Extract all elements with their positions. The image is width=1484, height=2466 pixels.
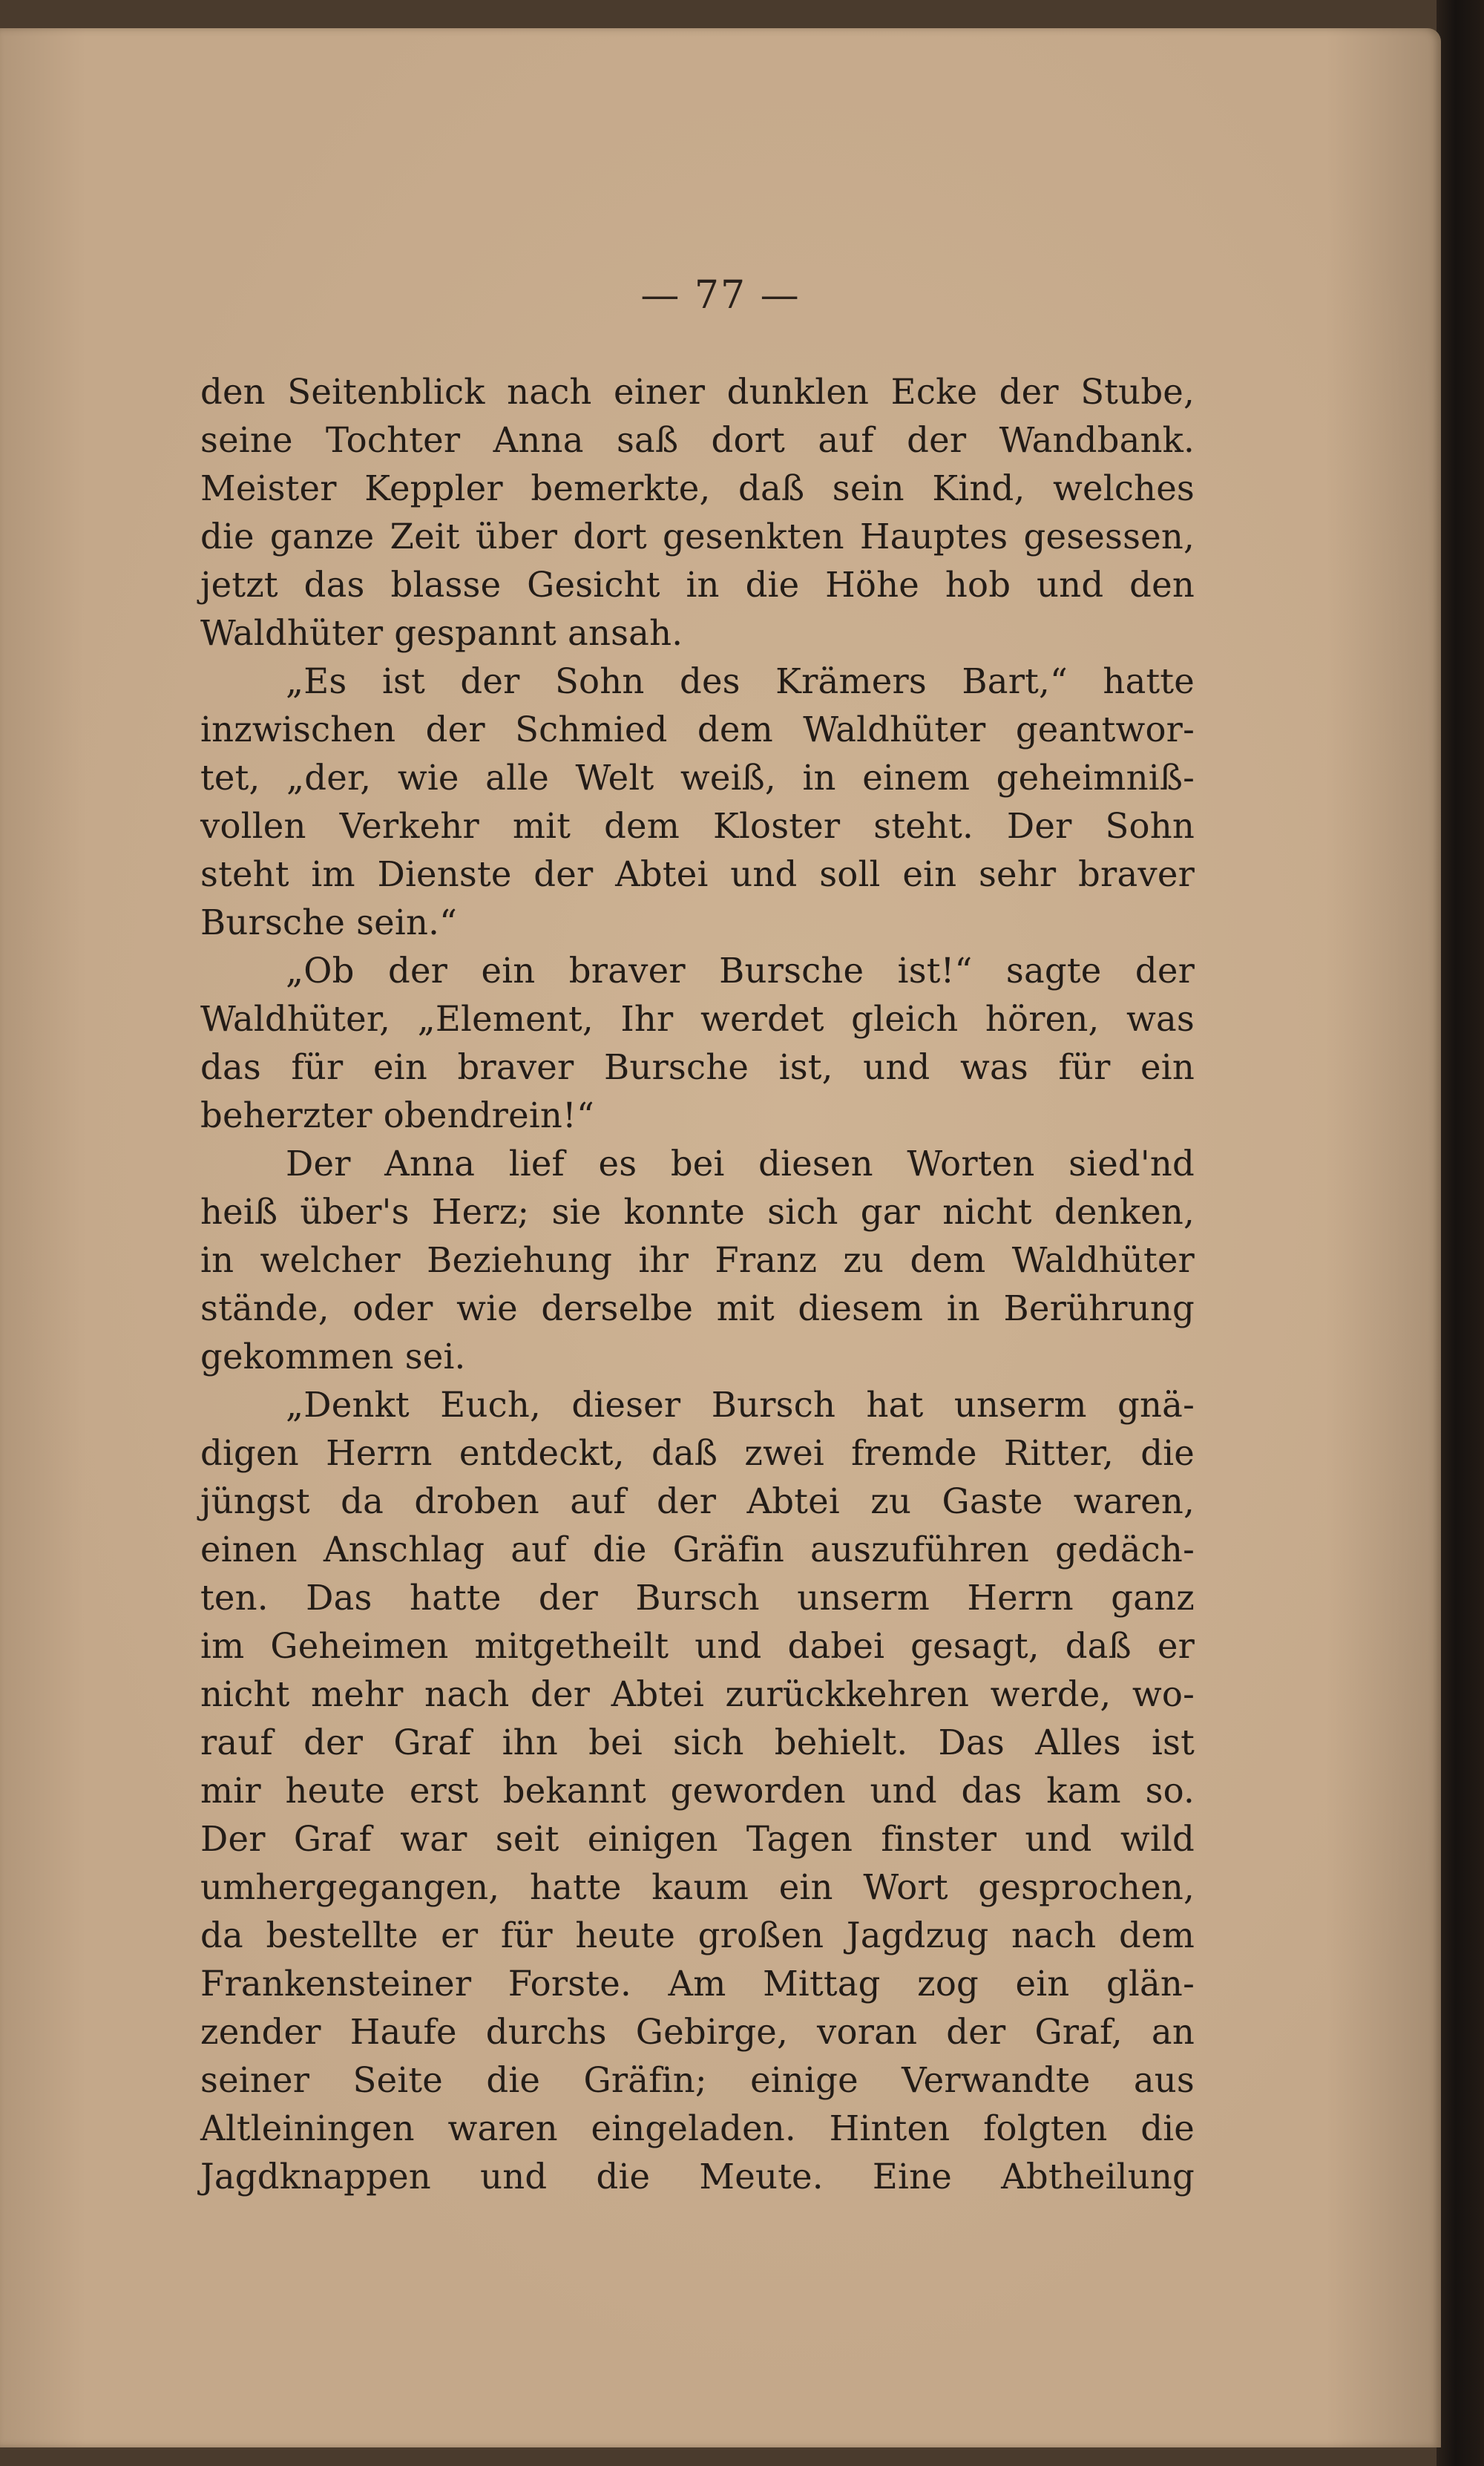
text-line: ten. Das hatte der Bursch unserm Herrn ganz bbox=[200, 1578, 1195, 1618]
text-line: Der Graf war seit einigen Tagen finster und wild bbox=[200, 1819, 1195, 1859]
text-line: Waldhüter, „Element, Ihr werdet gleich hören, was bbox=[200, 999, 1195, 1039]
text-line: jetzt das blasse Gesicht in die Höhe hob und den bbox=[200, 565, 1195, 605]
text-line: den Seitenblick nach einer dunklen Ecke der Stube, bbox=[200, 372, 1195, 412]
text-line: zender Haufe durchs Gebirge, voran der Graf, an bbox=[200, 2012, 1195, 2052]
text-line: seiner Seite die Gräfin; einige Verwandte aus bbox=[200, 2060, 1195, 2100]
text-line: rauf der Graf ihn bei sich behielt. Das Alles ist bbox=[200, 1722, 1195, 1762]
text-line: vollen Verkehr mit dem Kloster steht. Der Sohn bbox=[200, 806, 1195, 846]
text-line: nicht mehr nach der Abtei zurückkehren werde, wo- bbox=[200, 1674, 1195, 1714]
text-line: Frankensteiner Forste. Am Mittag zog ein glän- bbox=[200, 1964, 1195, 2004]
text-line: „Ob der ein braver Bursche ist!“ sagte der bbox=[286, 951, 1195, 991]
text-line: heiß über's Herz; sie konnte sich gar nicht denken, bbox=[200, 1192, 1195, 1232]
book-binding-edge bbox=[1437, 0, 1484, 2466]
text-line: beherzter obendrein!“ bbox=[200, 1095, 594, 1135]
text-line: inzwischen der Schmied dem Waldhüter geantwor- bbox=[200, 709, 1195, 750]
text-line: Bursche sein.“ bbox=[200, 902, 458, 942]
text-line: Altleiningen waren eingeladen. Hinten folgten die bbox=[200, 2108, 1195, 2148]
text-line: „Es ist der Sohn des Krämers Bart,“ hatte bbox=[286, 661, 1195, 701]
text-line: umhergegangen, hatte kaum ein Wort gesprochen, bbox=[200, 1867, 1195, 1907]
text-line: das für ein braver Bursche ist, und was für ein bbox=[200, 1047, 1195, 1087]
text-line: einen Anschlag auf die Gräfin auszuführen gedäch- bbox=[200, 1529, 1195, 1570]
text-line: tet, „der, wie alle Welt weiß, in einem geheimniß- bbox=[200, 758, 1195, 798]
text-line: seine Tochter Anna saß dort auf der Wandbank. bbox=[200, 420, 1195, 460]
text-line: Meister Keppler bemerkte, daß sein Kind, welches bbox=[200, 468, 1195, 508]
body-text bbox=[200, 368, 1195, 2372]
text-line: gekommen sei. bbox=[200, 1337, 466, 1377]
text-line: Der Anna lief es bei diesen Worten sied'nd bbox=[286, 1144, 1195, 1184]
text-line: Waldhüter gespannt ansah. bbox=[200, 613, 683, 653]
text-line: die ganze Zeit über dort gesenkten Hauptes gesessen, bbox=[200, 517, 1195, 557]
text-line: da bestellte er für heute großen Jagdzug nach dem bbox=[200, 1915, 1195, 1955]
text-line: mir heute erst bekannt geworden und das kam so. bbox=[200, 1771, 1195, 1811]
text-line: im Geheimen mitgetheilt und dabei gesagt, daß er bbox=[200, 1626, 1195, 1666]
text-line: jüngst da droben auf der Abtei zu Gaste waren, bbox=[200, 1481, 1195, 1521]
paper-page bbox=[0, 28, 1441, 2447]
page-number: — 77 — bbox=[640, 273, 801, 318]
text-line: Jagdknappen und die Meute. Eine Abtheilung bbox=[200, 2157, 1195, 2197]
text-line: stände, oder wie derselbe mit diesem in Berührung bbox=[200, 1288, 1195, 1328]
text-line: steht im Dienste der Abtei und soll ein sehr braver bbox=[200, 854, 1195, 894]
text-line: digen Herrn entdeckt, daß zwei fremde Ritter, die bbox=[200, 1433, 1195, 1473]
text-line: „Denkt Euch, dieser Bursch hat unserm gnä- bbox=[286, 1385, 1195, 1425]
text-line: in welcher Beziehung ihr Franz zu dem Waldhüter bbox=[200, 1240, 1195, 1280]
